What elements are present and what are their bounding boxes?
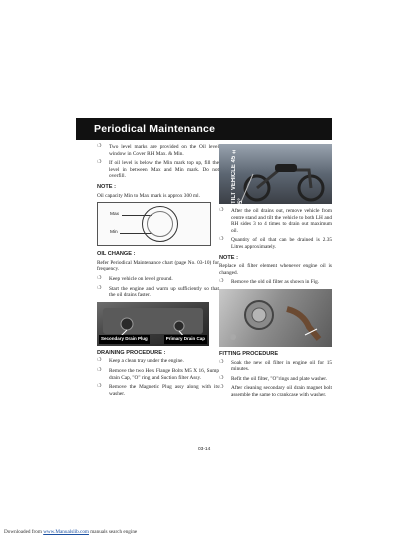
right-column <box>219 144 332 402</box>
bullet-icon: ❍ <box>97 384 102 390</box>
bullet-icon: ❍ <box>219 208 224 213</box>
list-item: ❍ Keep vehicle on level ground. <box>97 275 173 282</box>
fitting-heading: FITTING PROCEDURE <box>219 350 279 357</box>
list-item: ❍ After cleaning secondary oil drain magnet bolt assemble the same to crankcase with washer. <box>219 385 332 398</box>
oil-level-diagram <box>97 202 211 246</box>
oil-filter-photo <box>219 289 332 347</box>
secondary-drain-label: Secondary Drain Plug <box>99 335 150 344</box>
bullet-icon: ❍ <box>219 359 224 365</box>
bullet-icon: ❍ <box>97 144 102 149</box>
primary-drain-label: Primary Drain Cap <box>164 335 207 344</box>
bullet-icon: ❍ <box>97 367 102 373</box>
tilt-vehicle-photo <box>219 144 332 204</box>
bullet-icon: ❍ <box>97 160 102 166</box>
note-heading: NOTE : <box>219 254 238 261</box>
bullet-icon: ❍ <box>219 237 224 243</box>
manualslib-link[interactable]: www.Manualslib.com <box>43 529 89 535</box>
bullet-icon: ❍ <box>219 375 224 381</box>
left-column <box>97 144 219 400</box>
oil-change-text: Refer Periodical Maintenance chart (page No. 03-10) for frequency. <box>97 259 219 273</box>
list-item: ❍ Remove the two Hex Flange Bolts M5 X 16, Sump drain Cap, "O" ring and Suction filter Assy. <box>97 367 219 381</box>
bullet-icon: ❍ <box>97 285 102 291</box>
min-label: Min <box>110 230 118 236</box>
list-item: ❍ Remove the old oil filter as shown in Fig. <box>219 279 320 286</box>
max-label: Max <box>110 212 120 218</box>
note-heading: NOTE : <box>97 183 116 190</box>
filter-illustration <box>219 289 332 347</box>
bullet-icon: ❍ <box>97 358 102 364</box>
list-item: ❍ Soak the new oil filter in engine oil for 15 minutes. <box>219 359 332 373</box>
section-title: Periodical Maintenance <box>94 123 216 135</box>
oil-change-heading: OIL CHANGE : <box>97 251 136 258</box>
list-item: ❍ If oil level is below the Min mark top up, fill the level in between Max and Min mark. Do not overfill. <box>97 160 219 180</box>
drain-plug-photo <box>97 302 209 346</box>
list-item: ❍ Start the engine and warm up sufficiently so that the oil drains faster. <box>97 285 219 299</box>
note-text: Oil capacity Min to Max mark is approx 300 ml. <box>97 192 200 199</box>
footer-prefix: Downloaded from <box>4 529 42 535</box>
list-item: ❍ Keep a clean tray under the engine. <box>97 358 184 365</box>
note-text: Replace oil filter element whenever engine oil is changed. <box>219 263 332 276</box>
footer-credit <box>4 529 137 535</box>
draining-heading: DRAINING PROCEDURE : <box>97 349 166 356</box>
bullet-icon: ❍ <box>219 385 224 391</box>
oil-window-inner <box>147 211 173 237</box>
tilt-label: TILT VEHICLE 45 ± 5° <box>231 148 244 204</box>
section-header <box>76 118 332 140</box>
list-item: ❍ After the oil drains out, remove vehicle from centre stand and tilt the vehicle to both LH and RH sides 3 to 4 times to drain out maximum oil. <box>219 208 332 234</box>
footer-suffix: manuals search engine <box>90 529 138 535</box>
bullet-icon: ❍ <box>97 275 102 281</box>
list-item: ❍ Refit the oil filter, "O"rings and plate washer. <box>219 375 328 382</box>
list-item: ❍ Quantity of oil that can be drained is 2.35 Litres approximately. <box>219 237 332 250</box>
list-item: ❍ Two level marks are provided on the Oil level window in Cover RH Max. & Min. <box>97 144 219 157</box>
bullet-icon: ❍ <box>219 279 224 285</box>
page-number: 03-14 <box>198 447 211 452</box>
list-item: ❍ Remove the Magnetic Plug assy along with its washer. <box>97 384 219 397</box>
